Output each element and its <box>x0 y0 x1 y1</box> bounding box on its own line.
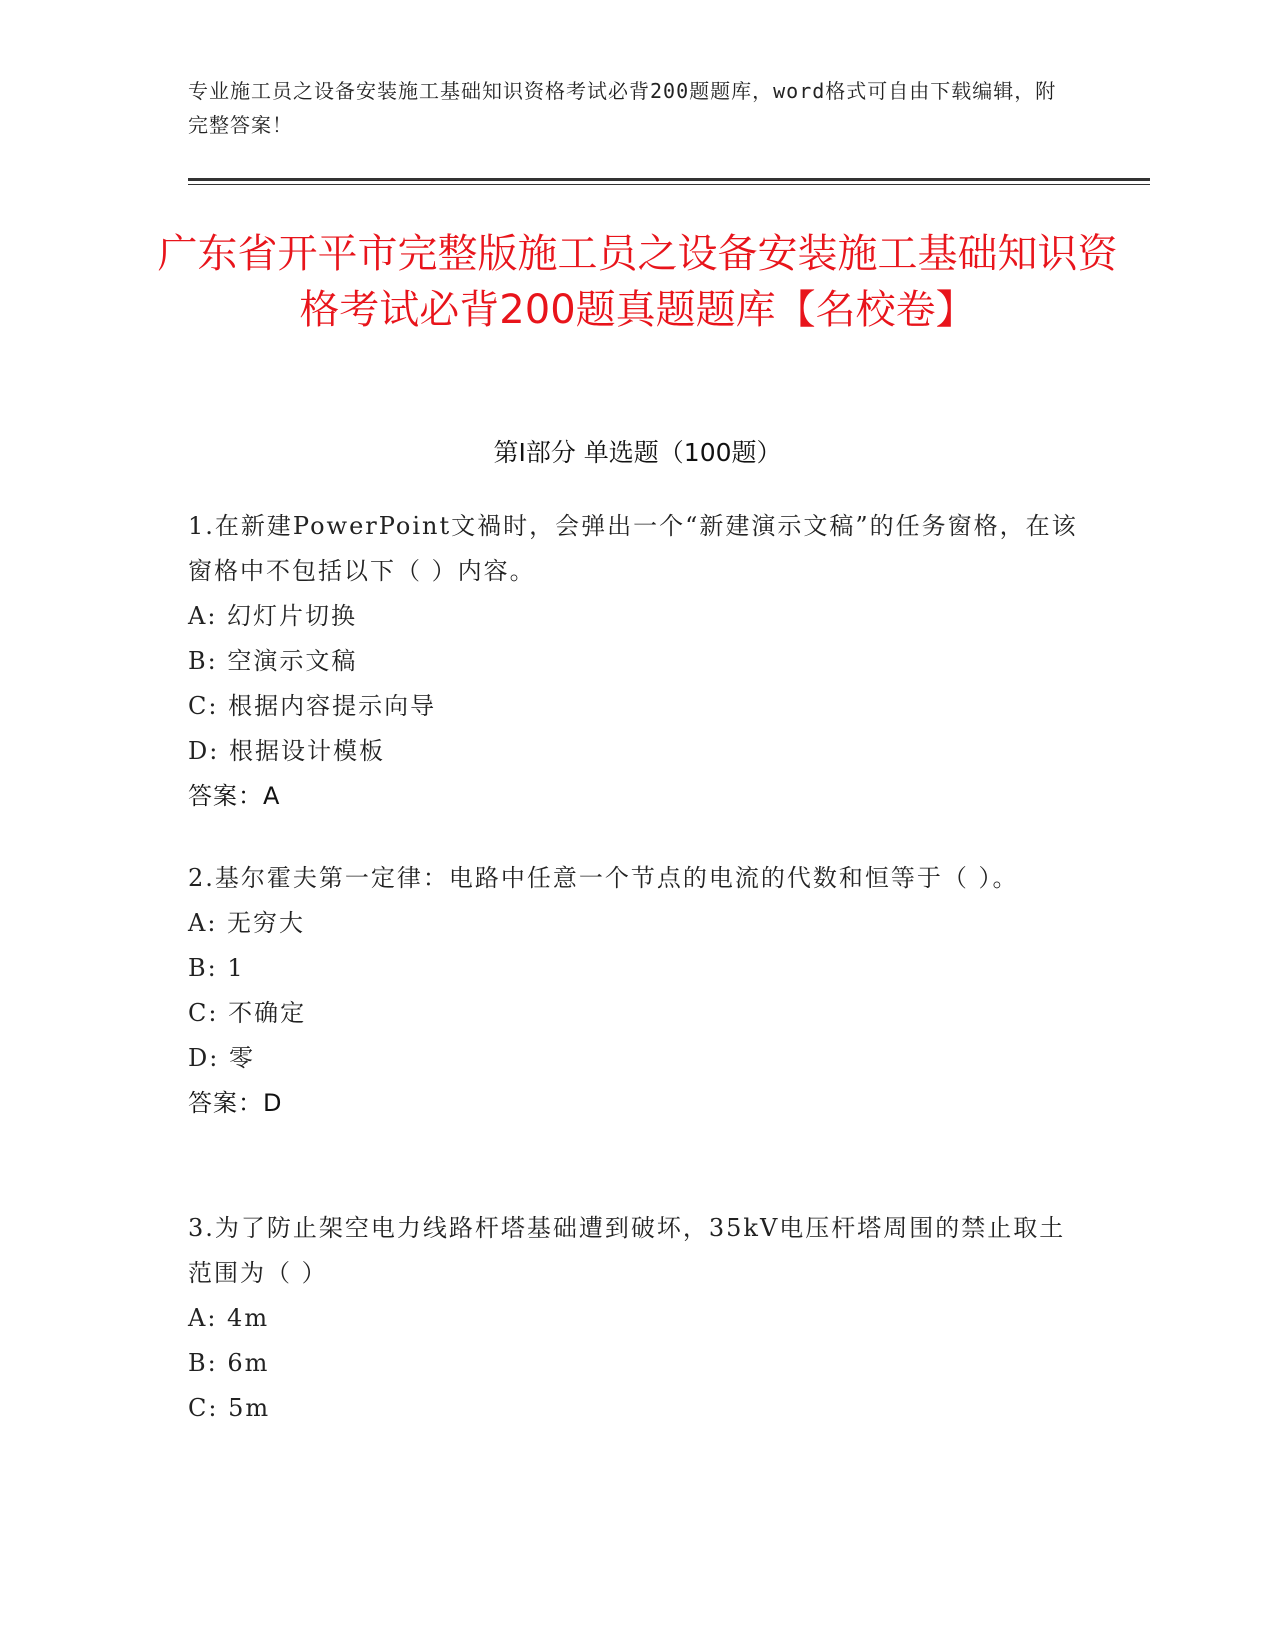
option-d: D: 根据设计模板 <box>188 737 385 765</box>
question-stem: 3.为了防止架空电力线路杆塔基础遭到破坏，35kV电压杆塔周围的禁止取土范围为（ ） <box>188 1214 1066 1287</box>
option-a: A: 无穷大 <box>188 909 306 937</box>
section-heading: 第I部分 单选题（100题） <box>493 438 782 467</box>
option-a: A: 4m <box>188 1304 270 1332</box>
question-stem: 2.基尔霍夫第一定律：电路中任意一个节点的电流的代数和恒等于（ ）。 <box>188 864 1019 892</box>
question-stem: 1.在新建PowerPoint文禍时，会弹出一个“新建演示文稿”的任务窗格，在该窗格中不包括以下（ ）内容。 <box>188 512 1078 585</box>
question-2 <box>188 856 1078 1126</box>
option-b: B: 6m <box>188 1349 270 1377</box>
header-divider-thick <box>188 178 1150 181</box>
answer-label: 答案：D <box>188 1089 283 1117</box>
option-a: A: 幻灯片切换 <box>188 602 358 630</box>
question-1 <box>188 504 1078 819</box>
header-note: 专业施工员之设备安装施工基础知识资格考试必背200题题库，word格式可自由下载编辑，附完整答案！ <box>188 79 1057 137</box>
document-title: 广东省开平市完整版施工员之设备安装施工基础知识资格考试必背200题真题题库【名校卷】 <box>157 231 1118 333</box>
header-divider-thin <box>188 184 1150 185</box>
question-3 <box>188 1206 1078 1431</box>
option-c: C: 根据内容提示向导 <box>188 692 437 720</box>
option-d: D: 零 <box>188 1044 255 1072</box>
option-b: B: 1 <box>188 954 245 982</box>
option-b: B: 空演示文稿 <box>188 647 358 675</box>
option-c: C: 不确定 <box>188 999 307 1027</box>
answer-label: 答案：A <box>188 782 281 810</box>
option-c: C: 5m <box>188 1394 271 1422</box>
